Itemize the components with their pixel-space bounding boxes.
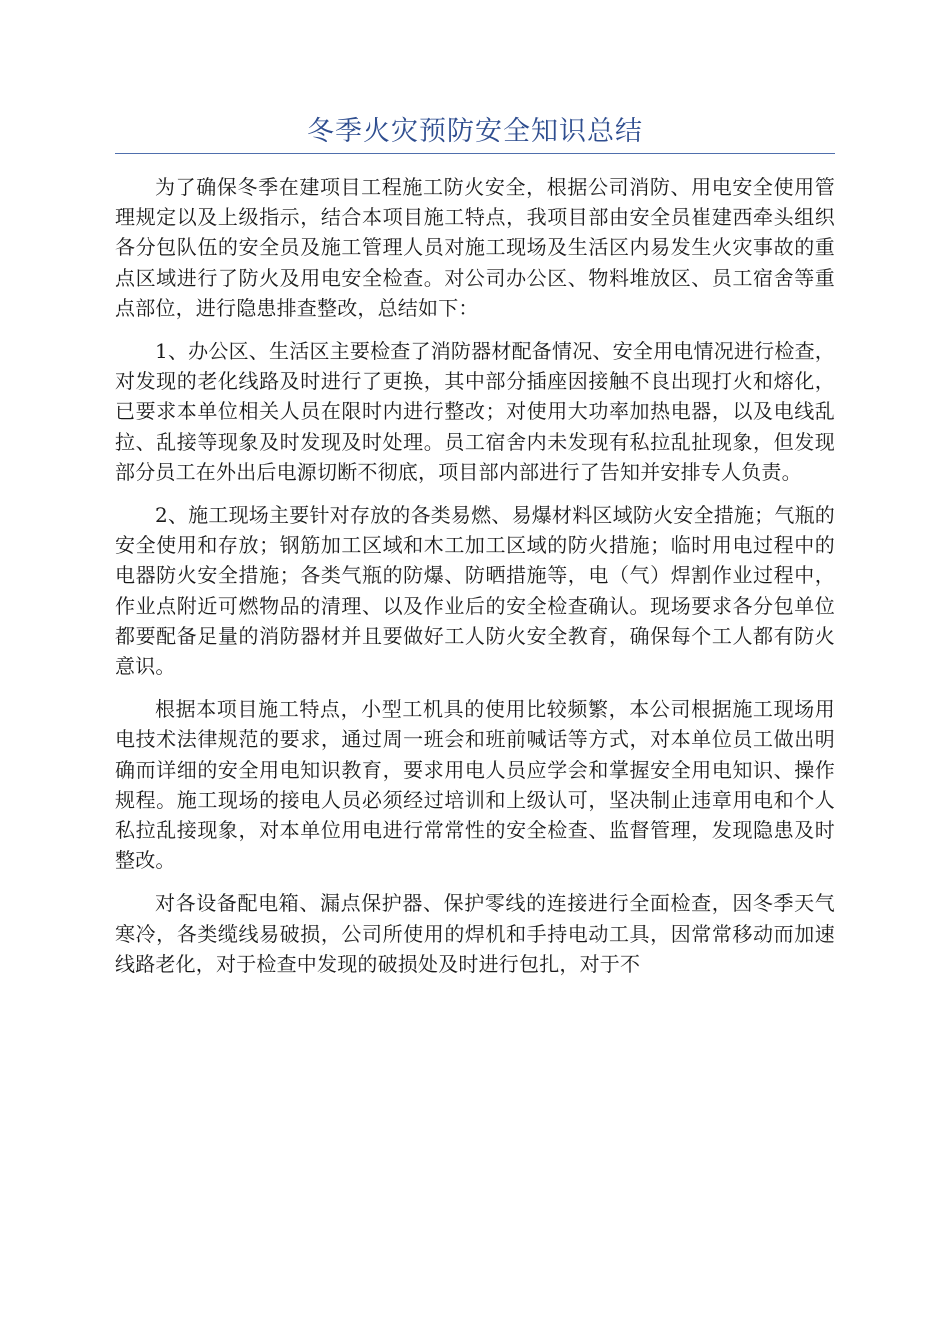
paragraph-item-2: 2、施工现场主要针对存放的各类易燃、易爆材料区域防火安全措施；气瓶的安全使用和存放；钢筋加工区域和木工加工区域的防火措施；临时用电过程中的电器防火安全措施；各类气瓶的防爆、防晒措施等，电（气）焊割作业过程中，作业点附近可燃物品的清理、以及作业后的安全检查确认。现场要求各分包单位都要配备足量的消防器材并且要做好工人防火安全教育，确保每个工人都有防火意识。 [115,503,835,679]
document-title: 冬季火灾预防安全知识总结 [307,116,643,147]
paragraph-distribution-box-check: 对各设备配电箱、漏点保护器、保护零线的连接进行全面检查，因冬季天气寒冷，各类缆线易破损，公司所使用的焊机和手持电动工具，因常常移动而加速线路老化，对于检查中发现的破损处及时进行包扎，对于不 [115,891,835,976]
title-underline [115,153,835,154]
paragraph-item-1: 1、办公区、生活区主要检查了消防器材配备情况、安全用电情况进行检查，对发现的老化线路及时进行了更换，其中部分插座因接触不良出现打火和熔化，已要求本单位相关人员在限时内进行整改；对使用大功率加热电器，以及电线乱拉、乱接等现象及时发现及时处理。员工宿舍内未发现有私拉乱扯现象，但发现部分员工在外出后电源切断不彻底，项目部内部进行了告知并安排专人负责。 [115,339,835,484]
paragraph-equipment-training: 根据本项目施工特点，小型工机具的使用比较频繁，本公司根据施工现场用电技术法律规范的要求，通过周一班会和班前喊话等方式，对本单位员工做出明确而详细的安全用电知识教育，要求用电人员应学会和掌握安全用电知识、操作规程。施工现场的接电人员必须经过培训和上级认可，坚决制止违章用电和个人私拉乱接现象，对本单位用电进行常常性的安全检查、监督管理，发现隐患及时整改。 [115,697,835,873]
document-body [115,172,835,992]
paragraph-intro: 为了确保冬季在建项目工程施工防火安全，根据公司消防、用电安全使用管理规定以及上级指示，结合本项目施工特点，我项目部由安全员崔建西牵头组织各分包队伍的安全员及施工管理人员对施工现场及生活区内易发生火灾事故的重点区域进行了防火及用电安全检查。对公司办公区、物料堆放区、员工宿舍等重点部位，进行隐患排查整改，总结如下： [115,175,835,320]
